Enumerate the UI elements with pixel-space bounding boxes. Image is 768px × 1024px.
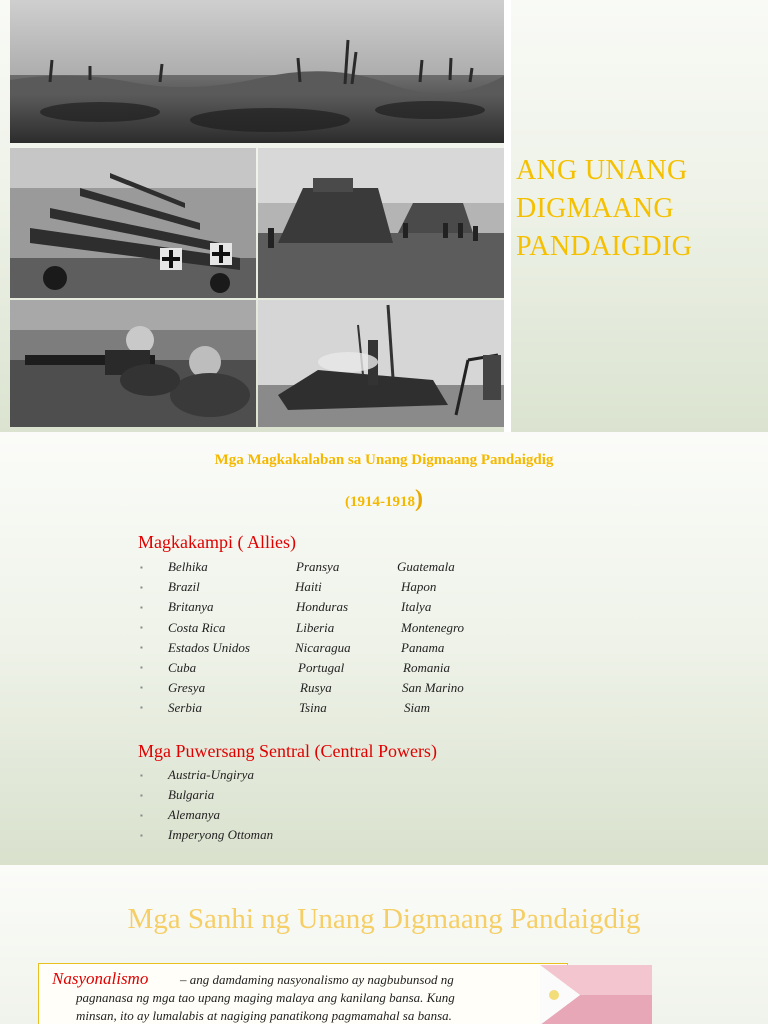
ally-country: Costa Rica xyxy=(168,620,226,635)
title-line-2: DIGMAANG xyxy=(516,193,674,224)
slide-causes xyxy=(0,865,768,1024)
title-line-1: ANG UNANG xyxy=(516,155,688,186)
nationalism-term: Nasyonalismo xyxy=(52,969,149,988)
bullet: ▪ xyxy=(140,563,143,572)
bullet: ▪ xyxy=(140,623,143,632)
war-years: (1914-1918) xyxy=(345,486,423,512)
ally-country: Cuba xyxy=(168,660,197,675)
ally-country: Gresya xyxy=(168,680,206,695)
causes-title: Mga Sanhi ng Unang Digmaang Pandaigdig xyxy=(127,903,641,935)
belligerents-heading: Mga Magkakalaban sa Unang Digmaang Pandaigdig xyxy=(214,452,554,468)
bullet: ▪ xyxy=(140,603,143,612)
bullet: ▪ xyxy=(140,663,143,672)
ally-country: Guatemala xyxy=(397,559,455,574)
ally-country: Tsina xyxy=(299,700,327,715)
ally-country: Pransya xyxy=(296,559,340,574)
bullet: ▪ xyxy=(140,683,143,692)
years-text: 1914-1918 xyxy=(350,494,415,510)
slide-title xyxy=(0,0,768,432)
slide-title-text xyxy=(516,152,756,266)
ally-country: Liberia xyxy=(296,620,335,635)
biplanes-photo xyxy=(10,148,256,298)
tanks-photo xyxy=(258,148,504,298)
machine-gunners-photo xyxy=(10,300,256,427)
ally-country: Hapon xyxy=(401,579,437,594)
ally-country: Siam xyxy=(404,700,430,715)
central-powers-title: Mga Puwersang Sentral (Central Powers) xyxy=(138,741,437,761)
ally-country: San Marino xyxy=(402,680,464,695)
allies-title: Magkakampi ( Allies) xyxy=(138,532,296,552)
ally-country: Belhika xyxy=(168,559,208,574)
bullet: ▪ xyxy=(140,583,143,592)
nationalism-definition-line: – ang damdaming nasyonalismo ay nagbubunsod ng xyxy=(180,972,454,987)
ally-country: Estados Unidos xyxy=(168,640,250,655)
ally-country: Serbia xyxy=(168,700,202,715)
ally-country: Romania xyxy=(403,660,450,675)
bullet: ▪ xyxy=(140,771,143,780)
ally-country: Nicaragua xyxy=(295,640,351,655)
ally-country: Rusya xyxy=(300,680,332,695)
ally-country: Britanya xyxy=(168,599,214,614)
title-line-3: PANDAIGDIG xyxy=(516,231,693,262)
bullet: ▪ xyxy=(140,703,143,712)
philippine-flag-icon xyxy=(540,965,652,1024)
ally-country: Panama xyxy=(401,640,445,655)
nationalism-definition-line: minsan, ito ay lumalabis at nagiging panatikong pagmamahal sa bansa. xyxy=(76,1008,452,1023)
sinking-ship-photo xyxy=(258,300,504,427)
ally-country: Haiti xyxy=(295,579,322,594)
bullet: ▪ xyxy=(140,643,143,652)
slide-belligerents xyxy=(0,432,768,865)
central-power-country: Bulgaria xyxy=(168,787,215,802)
bullet: ▪ xyxy=(140,791,143,800)
collage-border xyxy=(504,0,511,432)
ally-country: Portugal xyxy=(298,660,345,675)
bullet: ▪ xyxy=(140,811,143,820)
ally-country: Montenegro xyxy=(401,620,465,635)
central-power-country: Alemanya xyxy=(168,807,220,822)
central-power-country: Imperyong Ottoman xyxy=(168,827,274,842)
bullet: ▪ xyxy=(140,831,143,840)
ally-country: Brazil xyxy=(168,579,200,594)
ally-country: Italya xyxy=(401,599,432,614)
central-power-country: Austria-Ungirya xyxy=(168,767,254,782)
nationalism-definition-line: pagnanasa ng mga tao upang maging malaya ang kanilang bansa. Kung xyxy=(76,990,455,1005)
battlefield-photo xyxy=(10,0,504,143)
ally-country: Honduras xyxy=(296,599,349,614)
